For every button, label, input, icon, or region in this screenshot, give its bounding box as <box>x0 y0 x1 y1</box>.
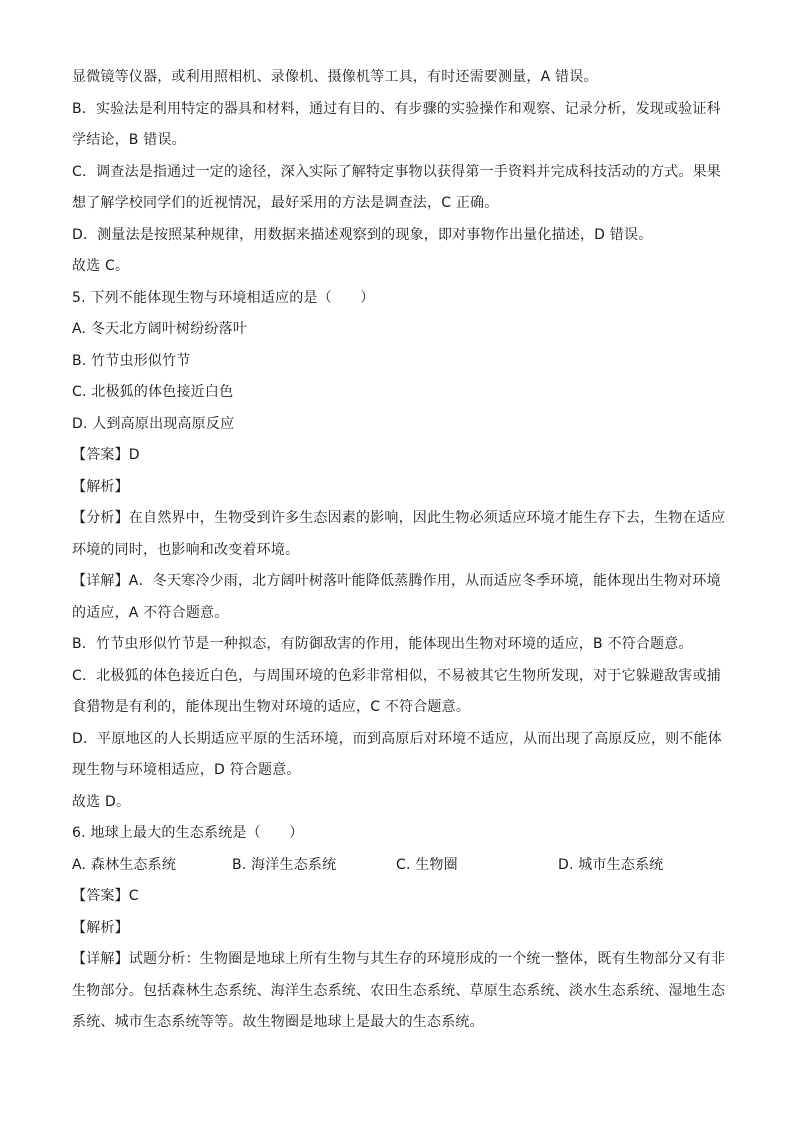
question-5-explanation-line: D．平原地区的人长期适应平原的生活环境，而到高原后对环境不适应，从而出现了高原反应，则不能体 <box>72 730 722 747</box>
question-6-options <box>72 850 722 882</box>
question-5-option-b: B. 竹节虫形似竹节 <box>72 352 191 369</box>
question-5-option-c: C. 北极狐的体色接近白色 <box>72 384 234 400</box>
text-line: 显微镜等仪器，或利用照相机、录像机、摄像机等工具，有时还需要测量，A 错误。 <box>72 69 598 85</box>
question-5-option-d: D. 人到高原出现高原反应 <box>72 415 235 432</box>
question-5-explanation-line: 现生物与环境相适应，D 符合题意。 <box>72 762 301 778</box>
question-6-explanation-line: 【详解】试题分析：生物圈是地球上所有生物与其生存的环境形成的一个统一整体，既有生物部分又有非 <box>72 951 726 967</box>
question-6-option-d: D. 城市生态系统 <box>558 856 664 873</box>
text-line: C．调查法是指通过一定的途径，深入实际了解特定事物以获得第一手资料并完成科技活动的方式。果果 <box>72 163 721 180</box>
question-5-explanation-line: 【详解】A．冬天寒冷少雨，北方阔叶树落叶能降低蒸腾作用，从而适应冬季环境，能体现出生物对环境 <box>72 573 721 589</box>
question-5-option-a: A. 冬天北方阔叶树纷纷落叶 <box>72 321 248 337</box>
question-5-explanation-line: 食猎物是有利的，能体现出生物对环境的适应，C 不符合题意。 <box>72 699 471 715</box>
question-6-option-b: B. 海洋生态系统 <box>232 856 337 873</box>
text-line: 学结论，B 错误。 <box>72 132 186 148</box>
question-5-explanation-line: B．竹节虫形似竹节是一种拟态，有防御敌害的作用，能体现出生物对环境的适应，B 不符合题意。 <box>72 636 693 652</box>
question-6-explanation-line: 系统、城市生态系统等等。故生物圈是地球上是最大的生态系统。 <box>72 1014 484 1030</box>
question-5-answer: 【答案】D <box>72 447 140 463</box>
question-6-answer: 【答案】C <box>72 888 139 904</box>
question-5-explanation-line: 【分析】在自然界中，生物受到许多生态因素的影响，因此生物必须适应环境才能生存下去，生物在适应 <box>72 510 726 526</box>
question-6-analysis-label: 【解析】 <box>72 919 129 936</box>
question-5-explanation-line: 环境的同时，也影响和改变着环境。 <box>72 541 300 558</box>
question-5-explanation-line: 的适应，A 不符合题意。 <box>72 604 229 621</box>
question-6-option-a: A. 森林生态系统 <box>72 856 177 873</box>
question-5-explanation-line: C．北极狐的体色接近白色，与周围环境的色彩非常相似，不易被其它生物所发现，对于它躲避敌害或捕 <box>72 667 721 684</box>
document-body <box>72 62 726 1039</box>
question-6-explanation-line: 生物部分。包括森林生态系统、海洋生态系统、农田生态系统、草原生态系统、淡水生态系统、湿地生态 <box>72 982 726 999</box>
question-6-stem: 6. 地球上最大的生态系统是（ ） <box>72 825 304 841</box>
question-6-option-c: C. 生物圈 <box>396 856 458 873</box>
text-line: D．测量法是按照某种规律，用数据来描述观察到的现象，即对事物作出量化描述，D 错误。 <box>72 226 653 243</box>
question-5-analysis-label: 【解析】 <box>72 478 129 495</box>
conclusion-line: 故选 C。 <box>72 258 130 274</box>
text-line: 想了解学校同学们的近视情况，最好采用的方法是调查法，C 正确。 <box>72 195 499 211</box>
text-line: B．实验法是利用特定的器具和材料，通过有目的、有步骤的实验操作和观察、记录分析，发现或验证科 <box>72 100 721 117</box>
question-5-stem: 5. 下列不能体现生物与环境相适应的是（ ） <box>72 289 375 306</box>
question-5-conclusion: 故选 D。 <box>72 793 131 810</box>
